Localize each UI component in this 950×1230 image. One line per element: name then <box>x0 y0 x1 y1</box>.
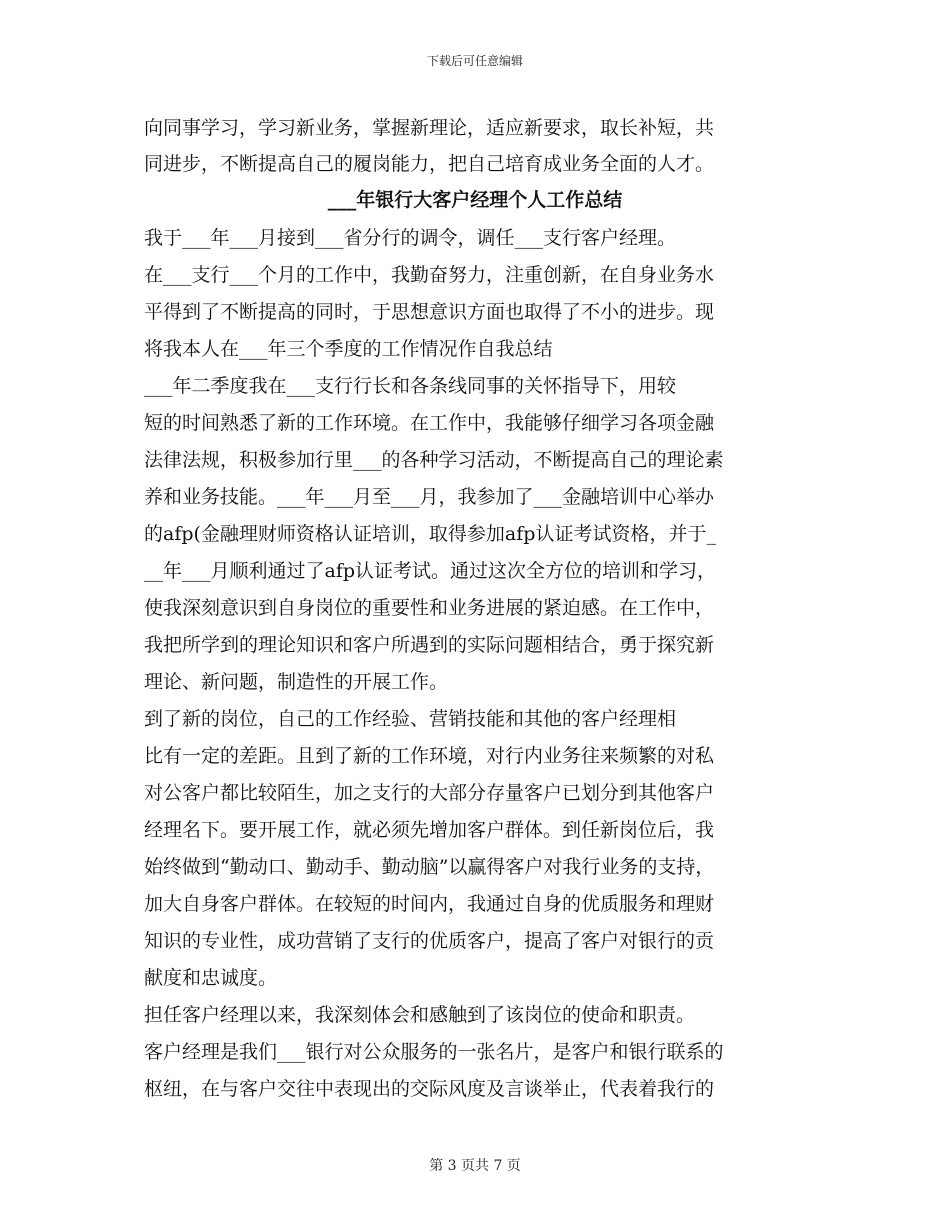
body-line: 将我本人在___年三个季度的工作情况作自我总结 <box>144 338 553 360</box>
body-line: 的afp(金融理财师资格认证培训，取得参加afp认证考试资格，并于_ <box>144 523 716 545</box>
body-line: 担任客户经理以来，我深刻体会和感触到了该岗位的使命和职责。 <box>144 1004 696 1026</box>
page-header: 下载后可任意编辑 <box>426 54 523 68</box>
body-line: 养和业务技能。___年___月至___月，我参加了___金融培训中心举办 <box>144 486 715 508</box>
body-line: 对公客户都比较陌生，加之支行的大部分存量客户已划分到其他客户 <box>144 782 715 804</box>
body-line: 到了新的岗位，自己的工作经验、营销技能和其他的客户经理相 <box>144 708 677 730</box>
body-line: ___年二季度我在___支行行长和各条线同事的关怀指导下，用较 <box>144 375 677 397</box>
body-line: 向同事学习，学习新业务，掌握新理论，适应新要求，取长补短，共 <box>144 117 715 139</box>
body-line: 短的时间熟悉了新的工作环境。在工作中，我能够仔细学习各项金融 <box>144 412 715 434</box>
body-line: 我把所学到的理论知识和客户所遇到的实际问题相结合，勇于探究新 <box>144 634 715 656</box>
page-number: 第 3 页共 7 页 <box>429 1158 521 1174</box>
body-line: 使我深刻意识到自身岗位的重要性和业务进展的紧迫感。在工作中， <box>144 597 715 619</box>
body-line: 献度和忠诚度。 <box>144 967 278 989</box>
body-line: 在___支行___个月的工作中，我勤奋努力，注重创新，在自身业务水 <box>144 264 715 286</box>
body-line: 加大自身客户群体。在较短的时间内，我通过自身的优质服务和理财 <box>144 893 715 915</box>
body-line: 平得到了不断提高的同时，于思想意识方面也取得了不小的进步。现 <box>144 301 715 323</box>
body-line: 比有一定的差距。且到了新的工作环境，对行内业务往来频繁的对私 <box>144 745 715 767</box>
body-line: 同进步，不断提高自己的履岗能力，把自己培育成业务全面的人才。 <box>144 153 715 175</box>
body-line: 我于___年___月接到___省分行的调令，调任___支行客户经理。 <box>144 227 677 249</box>
body-line: 枢纽，在与客户交往中表现出的交际风度及言谈举止，代表着我行的 <box>144 1078 715 1100</box>
body-line: 知识的专业性，成功营销了支行的优质客户，提高了客户对银行的贡 <box>144 930 715 952</box>
body-line: 理论、新问题，制造性的开展工作。 <box>144 671 449 693</box>
document-title: ___年银行大客户经理个人工作总结 <box>327 189 623 211</box>
body-line: 法律法规，积极参加行里___的各种学习活动，不断提高自己的理论素 <box>144 449 724 471</box>
body-line: __年___月顺利通过了afp认证考试。通过这次全方位的培训和学习， <box>144 560 717 582</box>
body-line: 经理名下。要开展工作，就必须先增加客户群体。到任新岗位后，我 <box>144 819 715 841</box>
body-line: 客户经理是我们___银行对公众服务的一张名片，是客户和银行联系的 <box>144 1041 724 1063</box>
body-line: 始终做到“勤动口、勤动手、勤动脑”以赢得客户对我行业务的支持， <box>144 856 715 878</box>
